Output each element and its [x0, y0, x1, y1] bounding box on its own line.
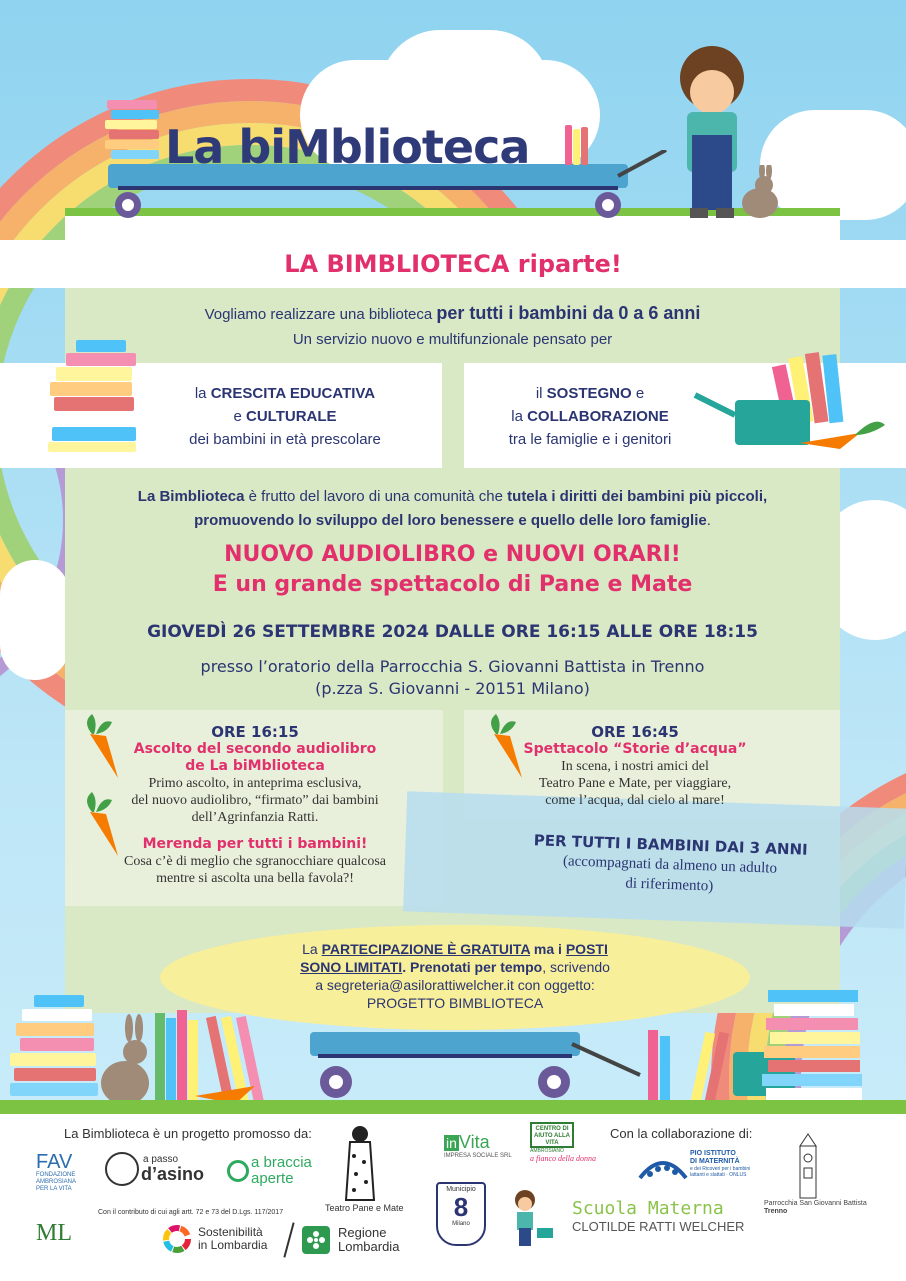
intro-line-1: Vogliamo realizzare una biblioteca per tutti i bambini da 0 a 6 anni — [204, 303, 701, 323]
municipio-8-logo: Municipio 8 Milano — [436, 1182, 486, 1246]
teatro-label: Teatro Pane e Mate — [325, 1203, 404, 1213]
pio-istituto-icon — [638, 1152, 688, 1182]
page-title: La biMblioteca — [165, 120, 530, 174]
promoted-label: La Bimblioteca è un progetto promosso da: — [64, 1126, 312, 1141]
event-date: GIOVEDÌ 26 SETTEMBRE 2024 DALLE ORE 16:15 ALLE ORE 18:15 — [147, 622, 758, 642]
regione-lombardia-logo: Regione Lombardia — [302, 1222, 412, 1258]
books-rabbit-illustration — [95, 1008, 315, 1108]
news-heading: NUOVO AUDIOLIBRO e NUOVI ORARI! E un grande spettacolo di Pane e Mate — [212, 542, 693, 597]
books-stack-illustration — [10, 995, 100, 1100]
headline-banner — [0, 240, 906, 288]
teatro-pane-e-mate-logo — [340, 1122, 380, 1202]
schedule-right-text: ORE 16:45 Spettacolo “Storie d’acqua” In scena, i nostri amici del Teatro Pane e Mate, per viaggiare, come l’acqua, dal cielo al mare! — [523, 723, 747, 808]
ministero-logo: ML — [36, 1220, 72, 1246]
scuola-materna-logo: Scuola Materna CLOTILDE RATTI WELCHER — [572, 1198, 745, 1234]
scuola-materna-child-icon — [505, 1188, 557, 1250]
headline: LA BIMBLIOTECA riparte! — [284, 250, 622, 278]
signup-email: a segreteria@asilorattiwelcher.it con oggetto: — [315, 977, 595, 993]
parrocchia-label: Parrocchia San Giovanni Battista Trenno — [764, 1200, 867, 1215]
regione-lombardia-icon — [302, 1226, 330, 1254]
books-watering-can-illustration — [648, 990, 898, 1105]
wagon-illustration — [310, 1030, 650, 1110]
sdg-wheel-icon — [162, 1224, 192, 1254]
a-passo-dasino-logo: a passo d’asino — [105, 1152, 215, 1192]
centro-aiuto-vita-logo: CENTRO DI AIUTO ALLA VITA AMBROSIANO a fianco della donna — [530, 1122, 600, 1176]
sostenibilita-lombardia-logo: Sostenibilità in Lombardia — [162, 1222, 272, 1258]
contrib-label: Con il contributo di cui agli artt. 72 e 73 del D.Lgs. 117/2017 — [98, 1209, 284, 1216]
watering-can-illustration — [690, 345, 900, 455]
a-braccia-aperte-logo: a braccia aperte — [227, 1154, 327, 1190]
signup-text: La PARTECIPAZIONE È GRATUITA ma i POSTI SONO LIMITATI. Prenotati per tempo, scrivendo a segreteria@asilorattiwelcher.it con oggetto: PROGETTO BIMBLIOTECA — [210, 940, 700, 1012]
age-text: PER TUTTI I BAMBINI DAI 3 ANNI (accompagnati da almeno un adulto di riferimento) — [533, 831, 808, 895]
collab-label: Con la collaborazione di: — [610, 1126, 753, 1141]
event-place: presso l’oratorio della Parrocchia S. Giovanni Battista in Trenno (p.zza S. Giovanni - 20151 Milano) — [200, 657, 705, 698]
info-box-right-text: il SOSTEGNO e la COLLABORAZIONE tra le famiglie e i genitori — [508, 385, 672, 448]
books-stack-illustration — [48, 340, 143, 452]
community-paragraph: La Bimblioteca è frutto del lavoro di una comunità che tutela i diritti dei bambini più piccoli, promuovendo lo sviluppo del loro benessere e quello delle loro famiglie. — [137, 488, 768, 529]
fav-logo: FAV FONDAZIONE AMBROSIANA PER LA VITA — [36, 1151, 76, 1192]
cloud — [0, 560, 70, 680]
pio-istituto-logo: PIO ISTITUTO DI MATERNITÀ e dei Ricoveri per i bambini lattanti e slattati · ONLUS — [638, 1150, 758, 1186]
intro-line-2: Un servizio nuovo e multifunzionale pensato per — [292, 331, 613, 348]
invita-logo: in Vita IMPRESA SOCIALE SRL — [444, 1132, 512, 1159]
parrocchia-bell-tower-logo — [788, 1132, 828, 1200]
schedule-left-text: ORE 16:15 Ascolto del secondo audiolibro de La biMblioteca Primo ascolto, in anteprima esclusiva, del nuovo audiolibro, “firmato” dai bambini dell’Agrinfanzia Ratti. Merenda per tutti i bambini! Cosa c’è di meglio che sgranocchiare qualcosa mentre si ascolta una bella favola?! — [123, 723, 386, 886]
books-illustration — [565, 125, 595, 165]
grass-strip — [0, 1100, 906, 1114]
info-box-left-text: la CRESCITA EDUCATIVA e CULTURALE dei bambini in età prescolare — [189, 385, 381, 448]
rabbit-illustration — [738, 165, 783, 220]
